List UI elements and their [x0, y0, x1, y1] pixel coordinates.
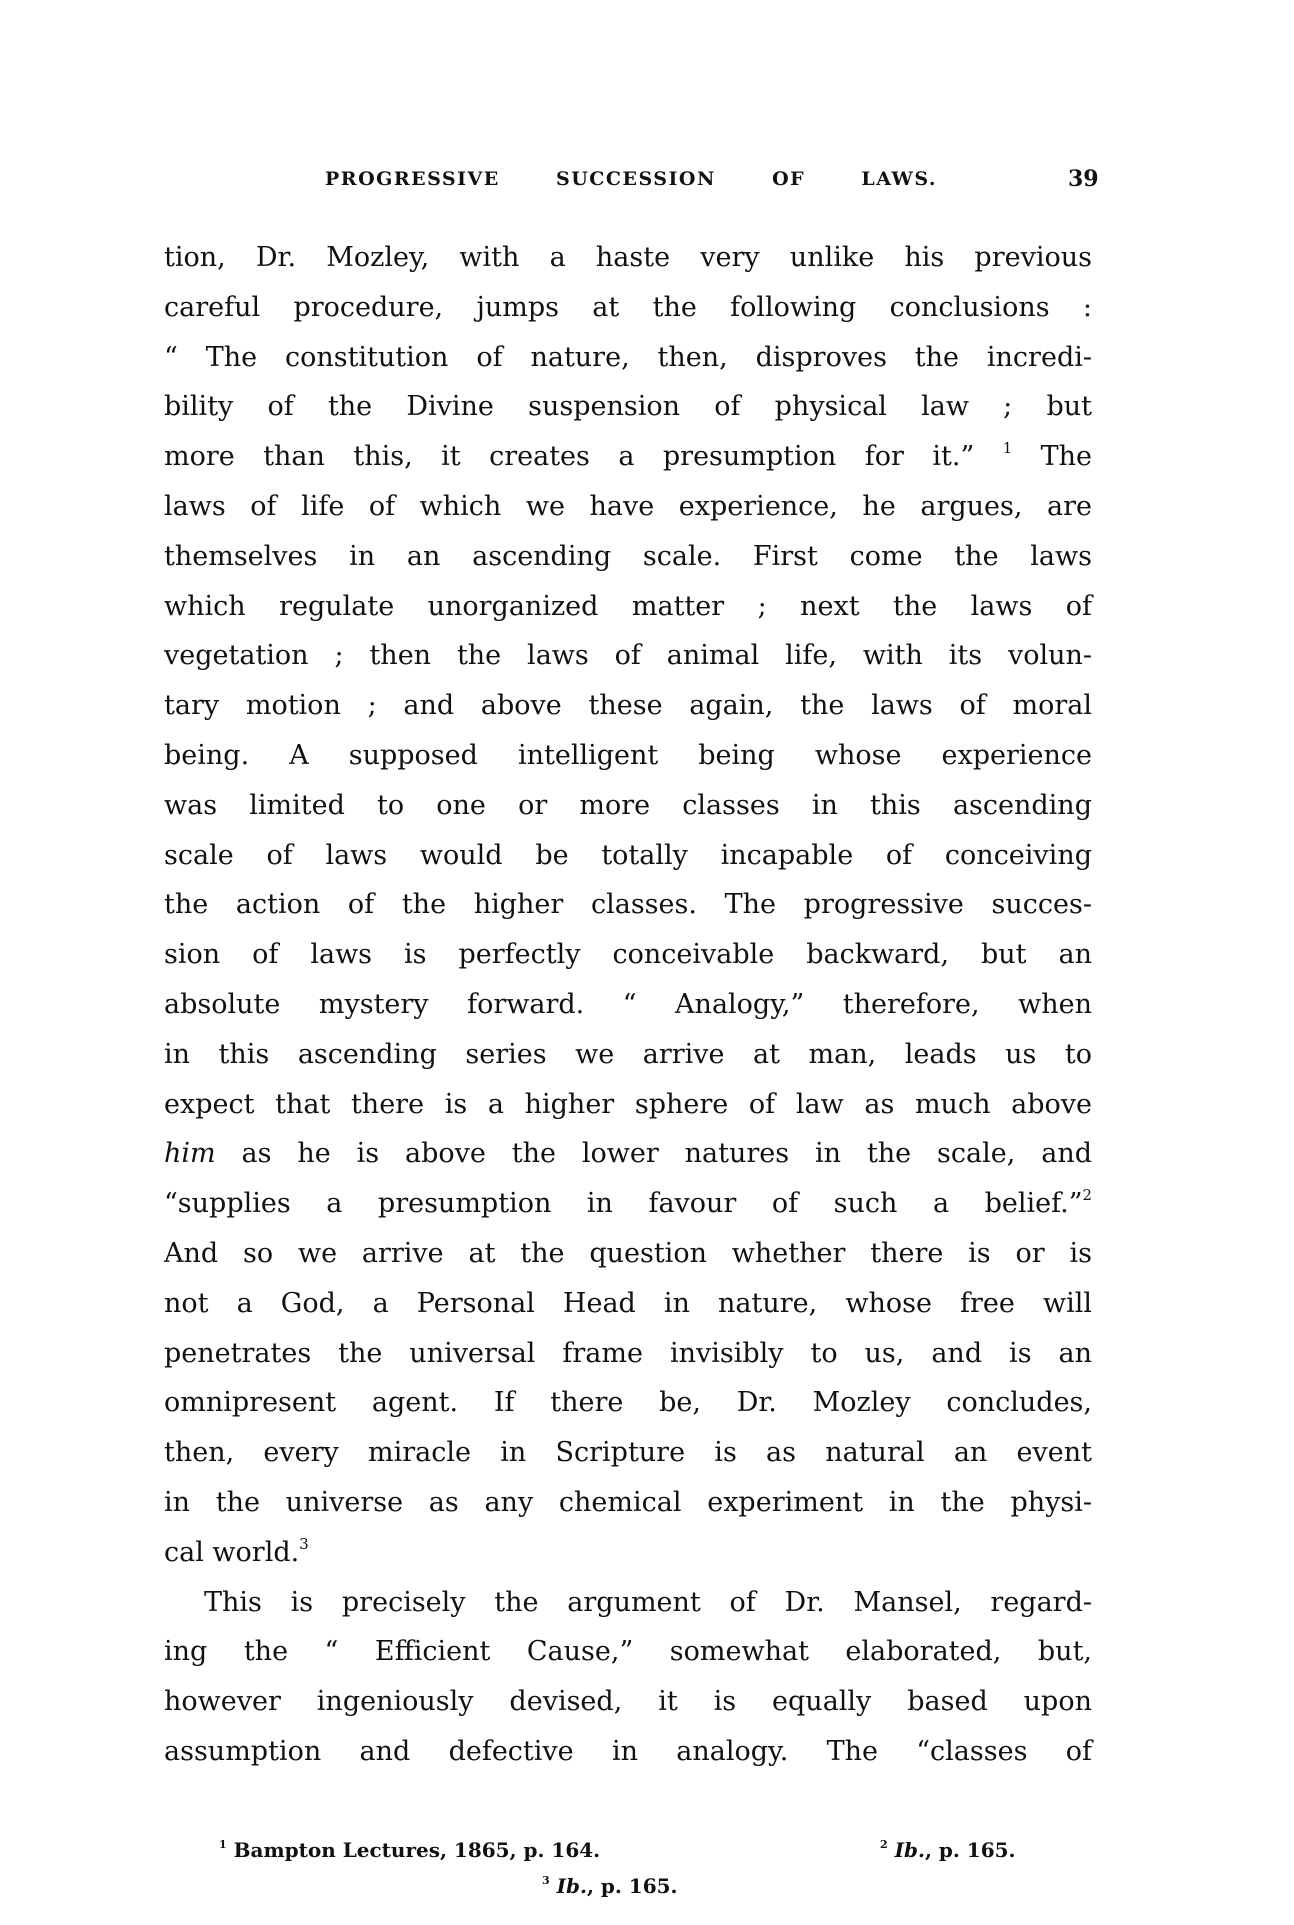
text-segment: And so we arrive at the question whether there is or is [164, 1237, 1092, 1269]
text-line [164, 333, 1092, 383]
text-segment: in the universe as any chemical experiment in the physi- [164, 1486, 1092, 1518]
text-line [164, 1727, 1092, 1777]
text-segment: assumption and defective in analogy. The “classes of [164, 1735, 1092, 1767]
text-line [164, 681, 1092, 731]
text-segment: more than this, it creates a presumption for it.” [164, 441, 1003, 473]
text-line [164, 1478, 1092, 1528]
text-segment: being. A supposed intelligent being whose experience [164, 739, 1092, 771]
text-segment: bility of the Divine suspension of physical law ; but [164, 391, 1092, 423]
text-line [164, 233, 1092, 283]
text-line [164, 880, 1092, 930]
text-line [164, 1378, 1092, 1428]
text-line [164, 382, 1092, 432]
text-segment: penetrates the universal frame invisibly to us, and is an [164, 1337, 1092, 1369]
text-segment: scale of laws would be totally incapable of conceiving [164, 839, 1092, 871]
italic-text: Ib. [556, 1874, 587, 1898]
running-header: PROGRESSIVE SUCCESSION OF LAWS. [325, 168, 937, 190]
text-segment: omnipresent agent. If there be, Dr. Mozley concludes, [164, 1387, 1092, 1419]
footnote-marker: 3 [542, 1874, 550, 1888]
text-line [164, 1627, 1092, 1677]
italic-text: Ib. [894, 1838, 925, 1862]
text-line [164, 482, 1092, 532]
footnote-3 [542, 1874, 677, 1898]
text-segment: was limited to one or more classes in this ascending [164, 789, 1092, 821]
text-line [164, 831, 1092, 881]
footnote-reference: 2 [1082, 1186, 1092, 1205]
text-line [164, 532, 1092, 582]
text-line [164, 631, 1092, 681]
text-segment: however ingeniously devised, it is equally based upon [164, 1686, 1092, 1718]
footnote-1 [219, 1838, 600, 1862]
footnote-marker: 1 [219, 1838, 227, 1852]
text-line [164, 1528, 1092, 1578]
text-segment: , p. 165. [586, 1874, 678, 1898]
text-segment: tary motion ; and above these again, the laws of moral [164, 690, 1092, 722]
text-line [164, 1229, 1092, 1279]
text-line [164, 930, 1092, 980]
text-segment: , p. 165. [924, 1838, 1016, 1862]
text-segment: not a God, a Personal Head in nature, whose free will [164, 1287, 1092, 1319]
text-segment: absolute mystery forward. “ Analogy,” therefore, when [164, 988, 1092, 1020]
text-segment: then, every miracle in Scripture is as natural an event [164, 1437, 1092, 1469]
text-segment [888, 1838, 895, 1862]
text-segment: which regulate unorganized matter ; next the laws of [164, 590, 1092, 622]
text-line [164, 1279, 1092, 1329]
text-segment: laws of life of which we have experience, he argues, are [164, 490, 1092, 522]
text-line [164, 1578, 1092, 1628]
text-line [164, 432, 1092, 482]
text-line [164, 582, 1092, 632]
text-segment: ing the “ Efficient Cause,” somewhat elaborated, but, [164, 1636, 1092, 1668]
footnote-reference: 1 [1002, 439, 1013, 458]
body-text [164, 233, 1092, 1777]
text-segment: expect that there is a higher sphere of law as much above [164, 1088, 1092, 1120]
italic-text: him [164, 1138, 216, 1170]
text-line [164, 1329, 1092, 1379]
page-number: 39 [1068, 166, 1099, 192]
text-segment: “supplies a presumption in favour of such a belief.” [164, 1188, 1083, 1220]
text-line [164, 781, 1092, 831]
text-segment: cal world. [164, 1536, 300, 1568]
text-segment: themselves in an ascending scale. First come the laws [164, 540, 1092, 572]
text-line [164, 980, 1092, 1030]
text-line [164, 1428, 1092, 1478]
text-segment: vegetation ; then the laws of animal life, with its volun- [164, 640, 1092, 672]
text-segment: This is precisely the argument of Dr. Mansel, regard- [204, 1586, 1092, 1618]
text-segment: as he is above the lower natures in the scale, and [215, 1138, 1092, 1170]
text-segment [550, 1874, 557, 1898]
footnote-reference: 3 [299, 1534, 309, 1553]
text-line [164, 731, 1092, 781]
text-segment: “ The constitution of nature, then, disproves the incredi- [164, 341, 1092, 373]
text-segment: careful procedure, jumps at the following conclusions : [164, 291, 1092, 323]
text-line [164, 1677, 1092, 1727]
footnote-2 [880, 1838, 1015, 1862]
text-line [164, 1030, 1092, 1080]
text-segment: The [1012, 441, 1092, 473]
text-line [164, 1129, 1092, 1179]
text-segment: Bampton Lectures, 1865, p. 164. [226, 1838, 601, 1862]
text-segment: tion, Dr. Mozley, with a haste very unlike his previous [164, 242, 1092, 273]
text-segment: sion of laws is perfectly conceivable backward, but an [164, 939, 1092, 971]
text-segment: in this ascending series we arrive at man, leads us to [164, 1038, 1092, 1070]
footnote-marker: 2 [880, 1838, 888, 1852]
text-line [164, 1080, 1092, 1130]
text-segment: the action of the higher classes. The progressive succes- [164, 889, 1092, 921]
text-line [164, 283, 1092, 333]
text-line [164, 1179, 1092, 1229]
